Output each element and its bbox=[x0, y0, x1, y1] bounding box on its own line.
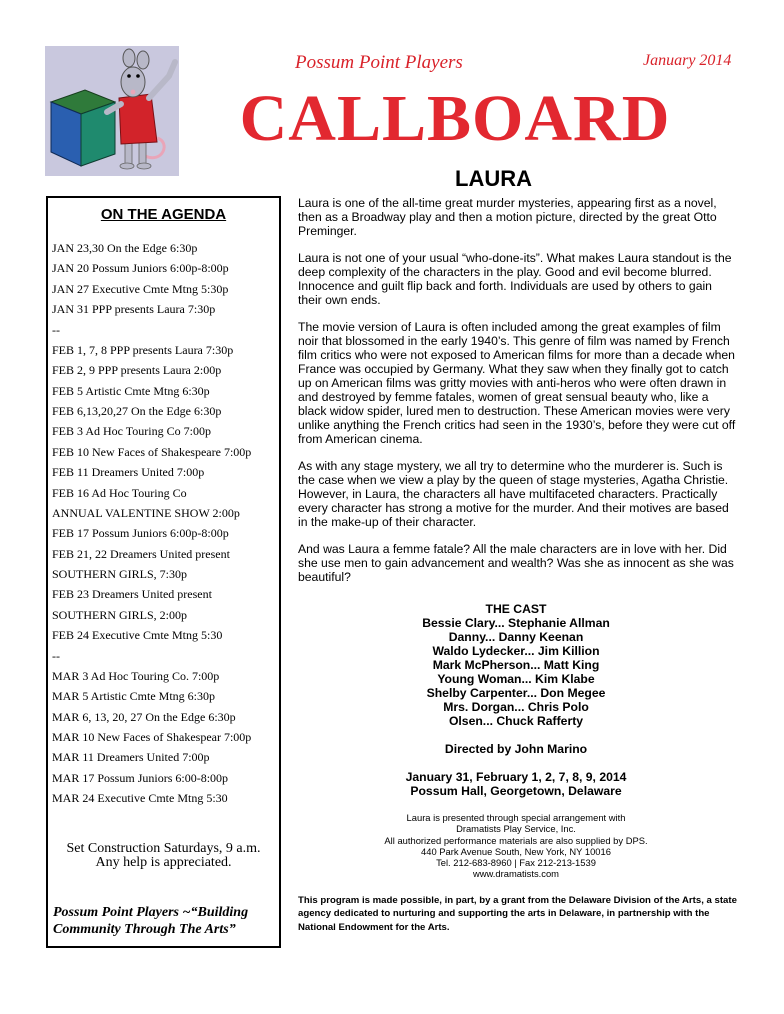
possum-mascot-icon bbox=[45, 46, 179, 176]
cast-section bbox=[298, 602, 734, 798]
agenda-item: MAR 10 New Faces of Shakespear 7:00p bbox=[52, 730, 252, 744]
rights-line-5: Tel. 212-683-8960 | Fax 212-213-1539 bbox=[436, 857, 596, 869]
agenda-item: JAN 20 Possum Juniors 6:00p-8:00p bbox=[52, 261, 229, 276]
cast-member: Danny... Danny Keenan bbox=[448, 630, 584, 644]
agenda-item: FEB 1, 7, 8 PPP presents Laura 7:30p bbox=[52, 342, 234, 357]
performance-dates: January 31, February 1, 2, 7, 8, 9, 2014 bbox=[405, 770, 627, 784]
agenda-item: FEB 6,13,20,27 On the Edge 6:30p bbox=[52, 404, 222, 418]
rights-line-4: 440 Park Avenue South, New York, NY 10016 bbox=[421, 845, 611, 857]
agenda-item: FEB 10 New Faces of Shakespeare 7:00p bbox=[52, 444, 252, 459]
cast-member: Mark McPherson... Matt King bbox=[432, 658, 600, 672]
construction-line-2: Any help is appreciated. bbox=[95, 855, 232, 870]
rights-notice bbox=[298, 812, 734, 880]
cast-member: Bessie Clary... Stephanie Allman bbox=[422, 616, 610, 630]
cast-heading: THE CAST bbox=[485, 602, 547, 616]
agenda-box bbox=[46, 196, 281, 948]
agenda-item: -- bbox=[52, 322, 60, 337]
agenda-item: JAN 31 PPP presents Laura 7:30p bbox=[52, 302, 216, 317]
agenda-item: SOUTHERN GIRLS, 7:30p bbox=[52, 567, 188, 581]
agenda-item: FEB 11 Dreamers United 7:00p bbox=[52, 465, 205, 480]
organization-name: Possum Point Players bbox=[295, 52, 463, 73]
cast-list bbox=[298, 616, 734, 728]
agenda-item: FEB 24 Executive Cmte Mtng 5:30 bbox=[52, 628, 223, 643]
agenda-item: ANNUAL VALENTINE SHOW 2:00p bbox=[52, 505, 240, 520]
agenda-item: FEB 17 Possum Juniors 6:00p-8:00p bbox=[52, 526, 229, 541]
construction-line-1: Set Construction Saturdays, 9 a.m. bbox=[66, 841, 261, 856]
cast-member: Waldo Lydecker... Jim Killion bbox=[432, 644, 600, 658]
agenda-item: FEB 23 Dreamers United present bbox=[52, 587, 212, 602]
issue-date: January 2014 bbox=[643, 52, 732, 69]
article-paragraph-4: As with any stage mystery, we all try to determine who the murderer is. Such is the case when we view a play by the queen of stage mysteries, Agatha Christie. However, in Laura, the characters all have multifaceted characters. Practically every character has strong a motive for the murder. And their motives are based in the make-up of their character. bbox=[298, 459, 729, 529]
possum-logo bbox=[45, 46, 179, 176]
rights-website: www.dramatists.com bbox=[473, 868, 559, 880]
agenda-item: FEB 2, 9 PPP presents Laura 2:00p bbox=[52, 363, 222, 378]
agenda-item: JAN 27 Executive Cmte Mtng 5:30p bbox=[52, 281, 229, 296]
agenda-item: MAR 6, 13, 20, 27 On the Edge 6:30p bbox=[52, 709, 236, 724]
grant-acknowledgement: This program is made possible, in part, by a grant from the Delaware Division of the Arts, a state agency dedicated to nurturing and supporting the arts in Delaware, in partnership with the National Endowment for the Arts. bbox=[298, 895, 737, 933]
cast-member: Mrs. Dorgan... Chris Polo bbox=[443, 700, 589, 714]
organization-tagline: Possum Point Players ~“Building Community Through The Arts” bbox=[53, 905, 249, 937]
agenda-item: SOUTHERN GIRLS, 2:00p bbox=[52, 607, 188, 622]
agenda-item: FEB 3 Ad Hoc Touring Co 7:00p bbox=[52, 424, 211, 439]
rights-line-1: Laura is presented through special arrangement with bbox=[406, 812, 626, 823]
agenda-item: MAR 24 Executive Cmte Mtng 5:30 bbox=[52, 791, 228, 806]
agenda-item: MAR 5 Artistic Cmte Mtng 6:30p bbox=[52, 689, 216, 704]
article-paragraph-3: The movie version of Laura is often included among the great examples of film noir that blossomed in the early 1940’s. This genre of film was named by French film critics who were not exposed to American films for more than a decade when France was occupied by Germany. What they saw when they finally got to catch up on American films was gritty movies with anti-heros who were often drawn in and destroyed by femme fatales, women of great sensual beauty who, like a black widow spider, lured men to destruction. These American movies were very unlike anything the French critics had seen in the 1930’s, before they were cut off from American cinema. bbox=[298, 320, 736, 446]
article-paragraph-1: Laura is one of the all-time great murder mysteries, appearing first as a novel, then as a Broadway play and then a motion picture, directed by the great Otto Preminger. bbox=[298, 196, 717, 238]
agenda-item: FEB 21, 22 Dreamers United present bbox=[52, 546, 230, 561]
set-construction-note bbox=[48, 842, 279, 870]
article-title: LAURA bbox=[455, 166, 532, 191]
cast-member: Olsen... Chuck Rafferty bbox=[448, 714, 584, 728]
article-body bbox=[298, 196, 738, 597]
agenda-item: -- bbox=[52, 648, 60, 663]
rights-line-3: All authorized performance materials are also supplied by DPS. bbox=[384, 834, 648, 846]
agenda-heading: ON THE AGENDA bbox=[100, 206, 227, 223]
performance-venue: Possum Hall, Georgetown, Delaware bbox=[410, 784, 622, 798]
agenda-item: JAN 23,30 On the Edge 6:30p bbox=[52, 241, 198, 255]
agenda-item: MAR 3 Ad Hoc Touring Co. 7:00p bbox=[52, 668, 220, 683]
agenda-item: FEB 16 Ad Hoc Touring Co bbox=[52, 485, 187, 500]
agenda-list bbox=[52, 238, 280, 809]
agenda-item: FEB 5 Artistic Cmte Mtng 6:30p bbox=[52, 383, 210, 398]
cast-member: Shelby Carpenter... Don Megee bbox=[426, 686, 606, 700]
director-credit: Directed by John Marino bbox=[444, 742, 588, 756]
agenda-item: MAR 17 Possum Juniors 6:00-8:00p bbox=[52, 770, 229, 785]
cast-member: Young Woman... Kim Klabe bbox=[437, 672, 595, 686]
rights-line-2: Dramatists Play Service, Inc. bbox=[456, 823, 576, 835]
masthead-title: CALLBOARD bbox=[239, 82, 671, 155]
article-paragraph-5: And was Laura a femme fatale? All the male characters are in love with her. Did she use men to gain advancement and wealth? Was she as innocent as she was beautiful? bbox=[298, 542, 734, 584]
article-paragraph-2: Laura is not one of your usual “who-done-its”. What makes Laura standout is the deep complexity of the characters in the play. Good and evil become blurred. Innocence and guilt flip back and forth. Individuals are used by others to gain their own ends. bbox=[298, 251, 732, 307]
agenda-item: MAR 11 Dreamers United 7:00p bbox=[52, 750, 210, 765]
